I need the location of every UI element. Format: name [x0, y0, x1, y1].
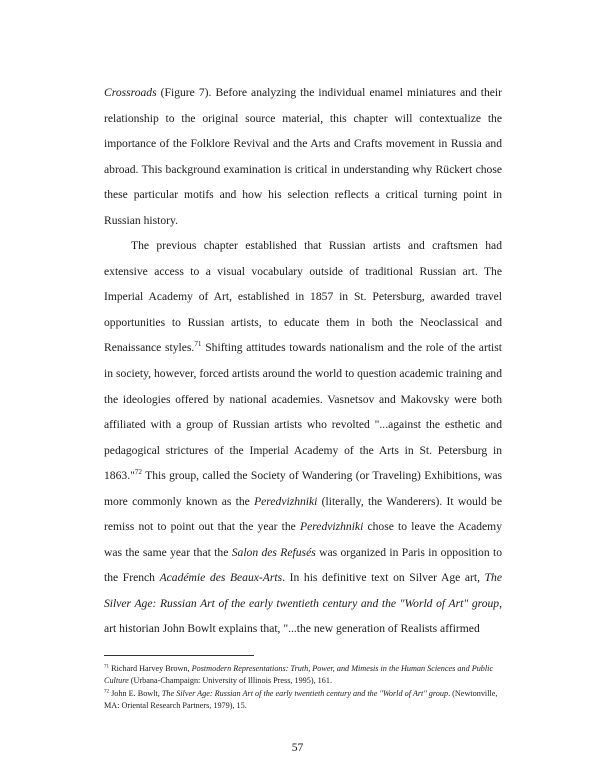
- text-run: Shifting attitudes towards nationalism and the role of the artist in society, however, forced artists around the world to question academic training and the ideologies offered by national academies. Vasnetsov and Makovsky were both affiliated with a group of Russian artists who revolted "...against the esthetic and pedagogical strictures of the Imperial Academy of the Arts in St. Petersburg in 1863.": [104, 341, 502, 483]
- page-number: 57: [291, 741, 304, 754]
- text-run: (Figure 7). Before analyzing the individual enamel miniatures and their relationship to the original source material, this chapter will contextualize the importance of the Folklore Revival and the Arts and Crafts movement in Russia and abroad. This background examination is critical in understanding why Rückert chose these particular motifs and how his selection reflects a critical turning point in Russian history.: [104, 86, 502, 227]
- text-run: (Urbana-Champaign: University of Illinois Press, 1995), 161.: [128, 675, 333, 685]
- text-run: Richard Harvey Brown,: [109, 664, 192, 673]
- text-run: This group, called the Society of Wandering (or Traveling) Exhibitions, was more commonly known as the: [104, 469, 502, 508]
- paragraph-2: [104, 233, 502, 642]
- footnote-marker: 72: [134, 468, 143, 477]
- footnote-71: [104, 663, 502, 686]
- text-run: was organized in Paris in opposition to the French: [104, 545, 503, 585]
- italic-text: Crossroads: [104, 86, 157, 99]
- footnote-marker: 71: [194, 340, 202, 349]
- text-run: (literally, the Wanderers). It would be remiss not to point out that the year the: [104, 494, 502, 534]
- italic-text: Salon des Refusés: [231, 545, 316, 559]
- italic-text: The Silver Age: Russian Art of the early twentieth century and the "World of Art" group: [161, 689, 449, 699]
- italic-text: Académie des Beaux-Arts: [159, 571, 283, 585]
- footnote-separator: [104, 655, 254, 656]
- footnote-marker: 71: [104, 663, 110, 670]
- text-run: , art historian John Bowlt explains that, "...the new generation of Realists affirmed: [104, 596, 502, 636]
- footnote-marker: 72: [104, 688, 110, 695]
- body-text: [104, 80, 502, 642]
- footnotes: [104, 663, 502, 713]
- italic-text: Postmodern Representations: Truth, Power, and Mimesis in the Human Sciences and Public Culture: [104, 664, 494, 685]
- italic-text: Peredvizhniki: [254, 494, 318, 508]
- text-run: . In his definitive text on Silver Age art,: [282, 571, 485, 585]
- paragraph-1: [104, 80, 502, 233]
- footnote-72: [104, 688, 502, 711]
- text-run: John E. Bowlt,: [109, 689, 162, 699]
- text-run: . (Newtonville, MA: Oriental Research Partners, 1979), 15.: [104, 689, 498, 710]
- text-run: chose to leave the Academy was the same year that the: [104, 520, 502, 559]
- italic-text: The Silver Age: Russian Art of the early twentieth century and the "World of Art" group: [104, 571, 502, 610]
- text-run: The previous chapter established that Russian artists and craftsmen had extensive access to a visual vocabulary outside of traditional Russian art. The Imperial Academy of Art, established in 1857 in St. Petersburg, awarded travel opportunities to Russian artists, to educate them in both the Neoclassical and Renaissance styles.: [104, 239, 502, 355]
- italic-text: Peredvizhniki: [299, 520, 364, 534]
